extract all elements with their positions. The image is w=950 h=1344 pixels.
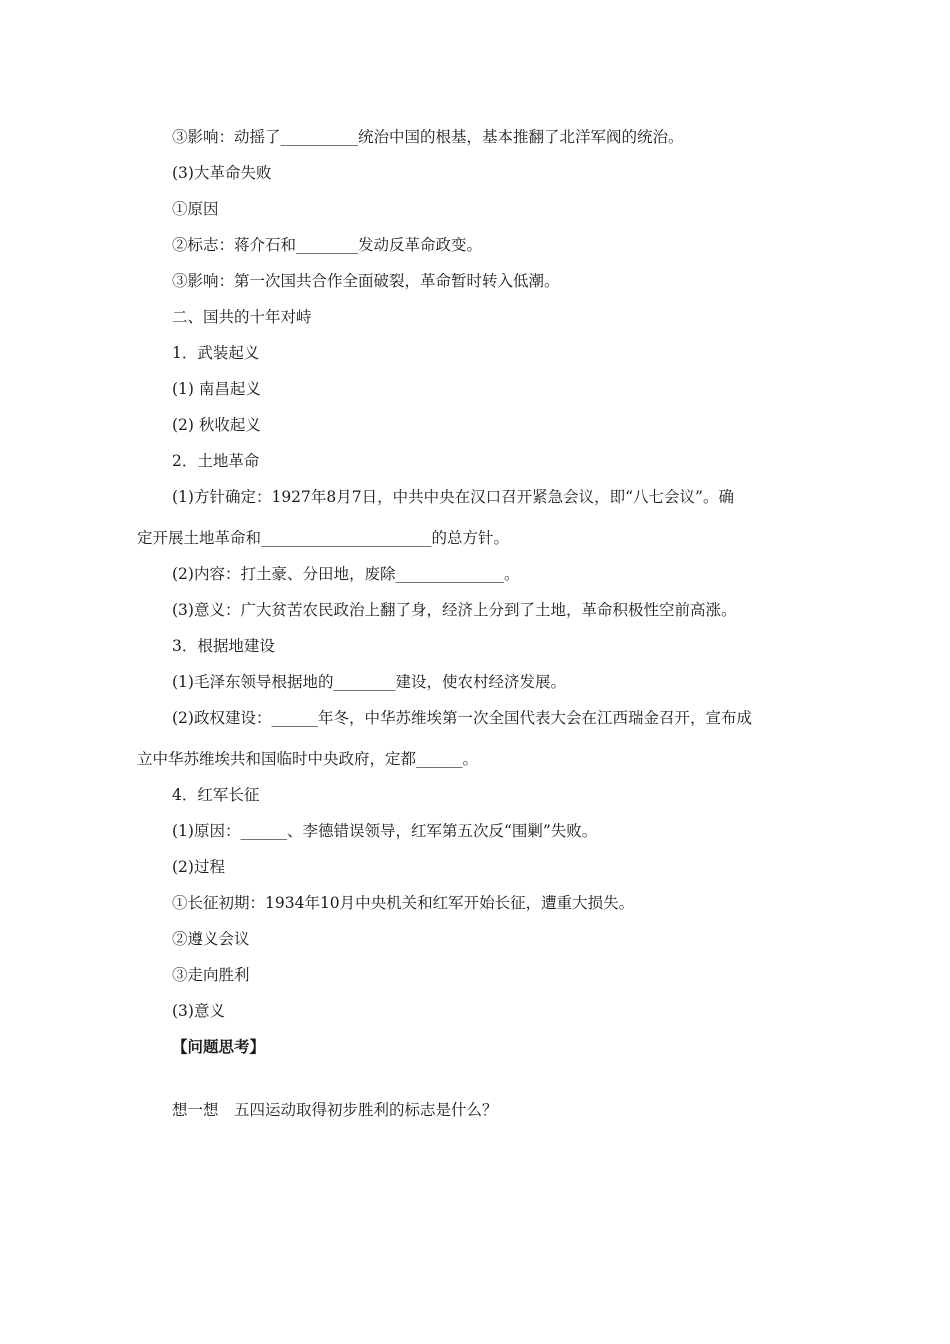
subsection-heading: 4．红军长征 (172, 786, 260, 804)
text-line: ②遵义会议 (172, 930, 250, 948)
text-line: ①原因 (172, 200, 219, 218)
subsection-heading: 2．土地革命 (172, 452, 260, 470)
text-line: (2)过程 (172, 858, 225, 876)
text-line: (1)原因：______、李德错误领导，红军第五次反“围剿”失败。 (172, 822, 598, 840)
text-line: (2)政权建设：______年冬，中华苏维埃第一次全国代表大会在江西瑞金召开，宣布成 (172, 709, 752, 727)
text-line: ③影响：动摇了__________统治中国的根基，基本推翻了北洋军阀的统治。 (172, 128, 684, 146)
text-line: 定开展土地革命和______________________的总方针。 (137, 529, 510, 547)
text-line: (1)毛泽东领导根据地的________建设，使农村经济发展。 (172, 673, 566, 691)
text-line: (3)意义：广大贫苦农民政治上翻了身，经济上分到了土地，革命积极性空前高涨。 (172, 601, 737, 619)
text-line: (3)意义 (172, 1002, 225, 1020)
question-text: 想一想 五四运动取得初步胜利的标志是什么？ (172, 1101, 498, 1119)
text-line: (1)方针确定：1927年8月7日，中共中央在汉口召开紧急会议，即“八七会议”。确 (172, 488, 734, 506)
section-heading: 二、国共的十年对峙 (172, 308, 312, 326)
question-heading: 【问题思考】 (172, 1037, 266, 1056)
text-line: ③影响：第一次国共合作全面破裂，革命暂时转入低潮。 (172, 272, 560, 290)
text-line: (2)内容：打土豪、分田地，废除______________。 (172, 565, 520, 583)
text-line: (3)大革命失败 (172, 164, 272, 182)
text-line: 立中华苏维埃共和国临时中央政府，定都______。 (137, 750, 479, 768)
text-line: (1) 南昌起义 (172, 380, 261, 398)
subsection-heading: 3．根据地建设 (172, 637, 275, 655)
text-line: ②标志：蒋介石和________发动反革命政变。 (172, 236, 483, 254)
text-line: (2) 秋收起义 (172, 416, 261, 434)
text-line: ①长征初期：1934年10月中央机关和红军开始长征，遭重大损失。 (172, 894, 635, 912)
subsection-heading: 1．武装起义 (172, 344, 260, 362)
text-line: ③走向胜利 (172, 966, 250, 984)
